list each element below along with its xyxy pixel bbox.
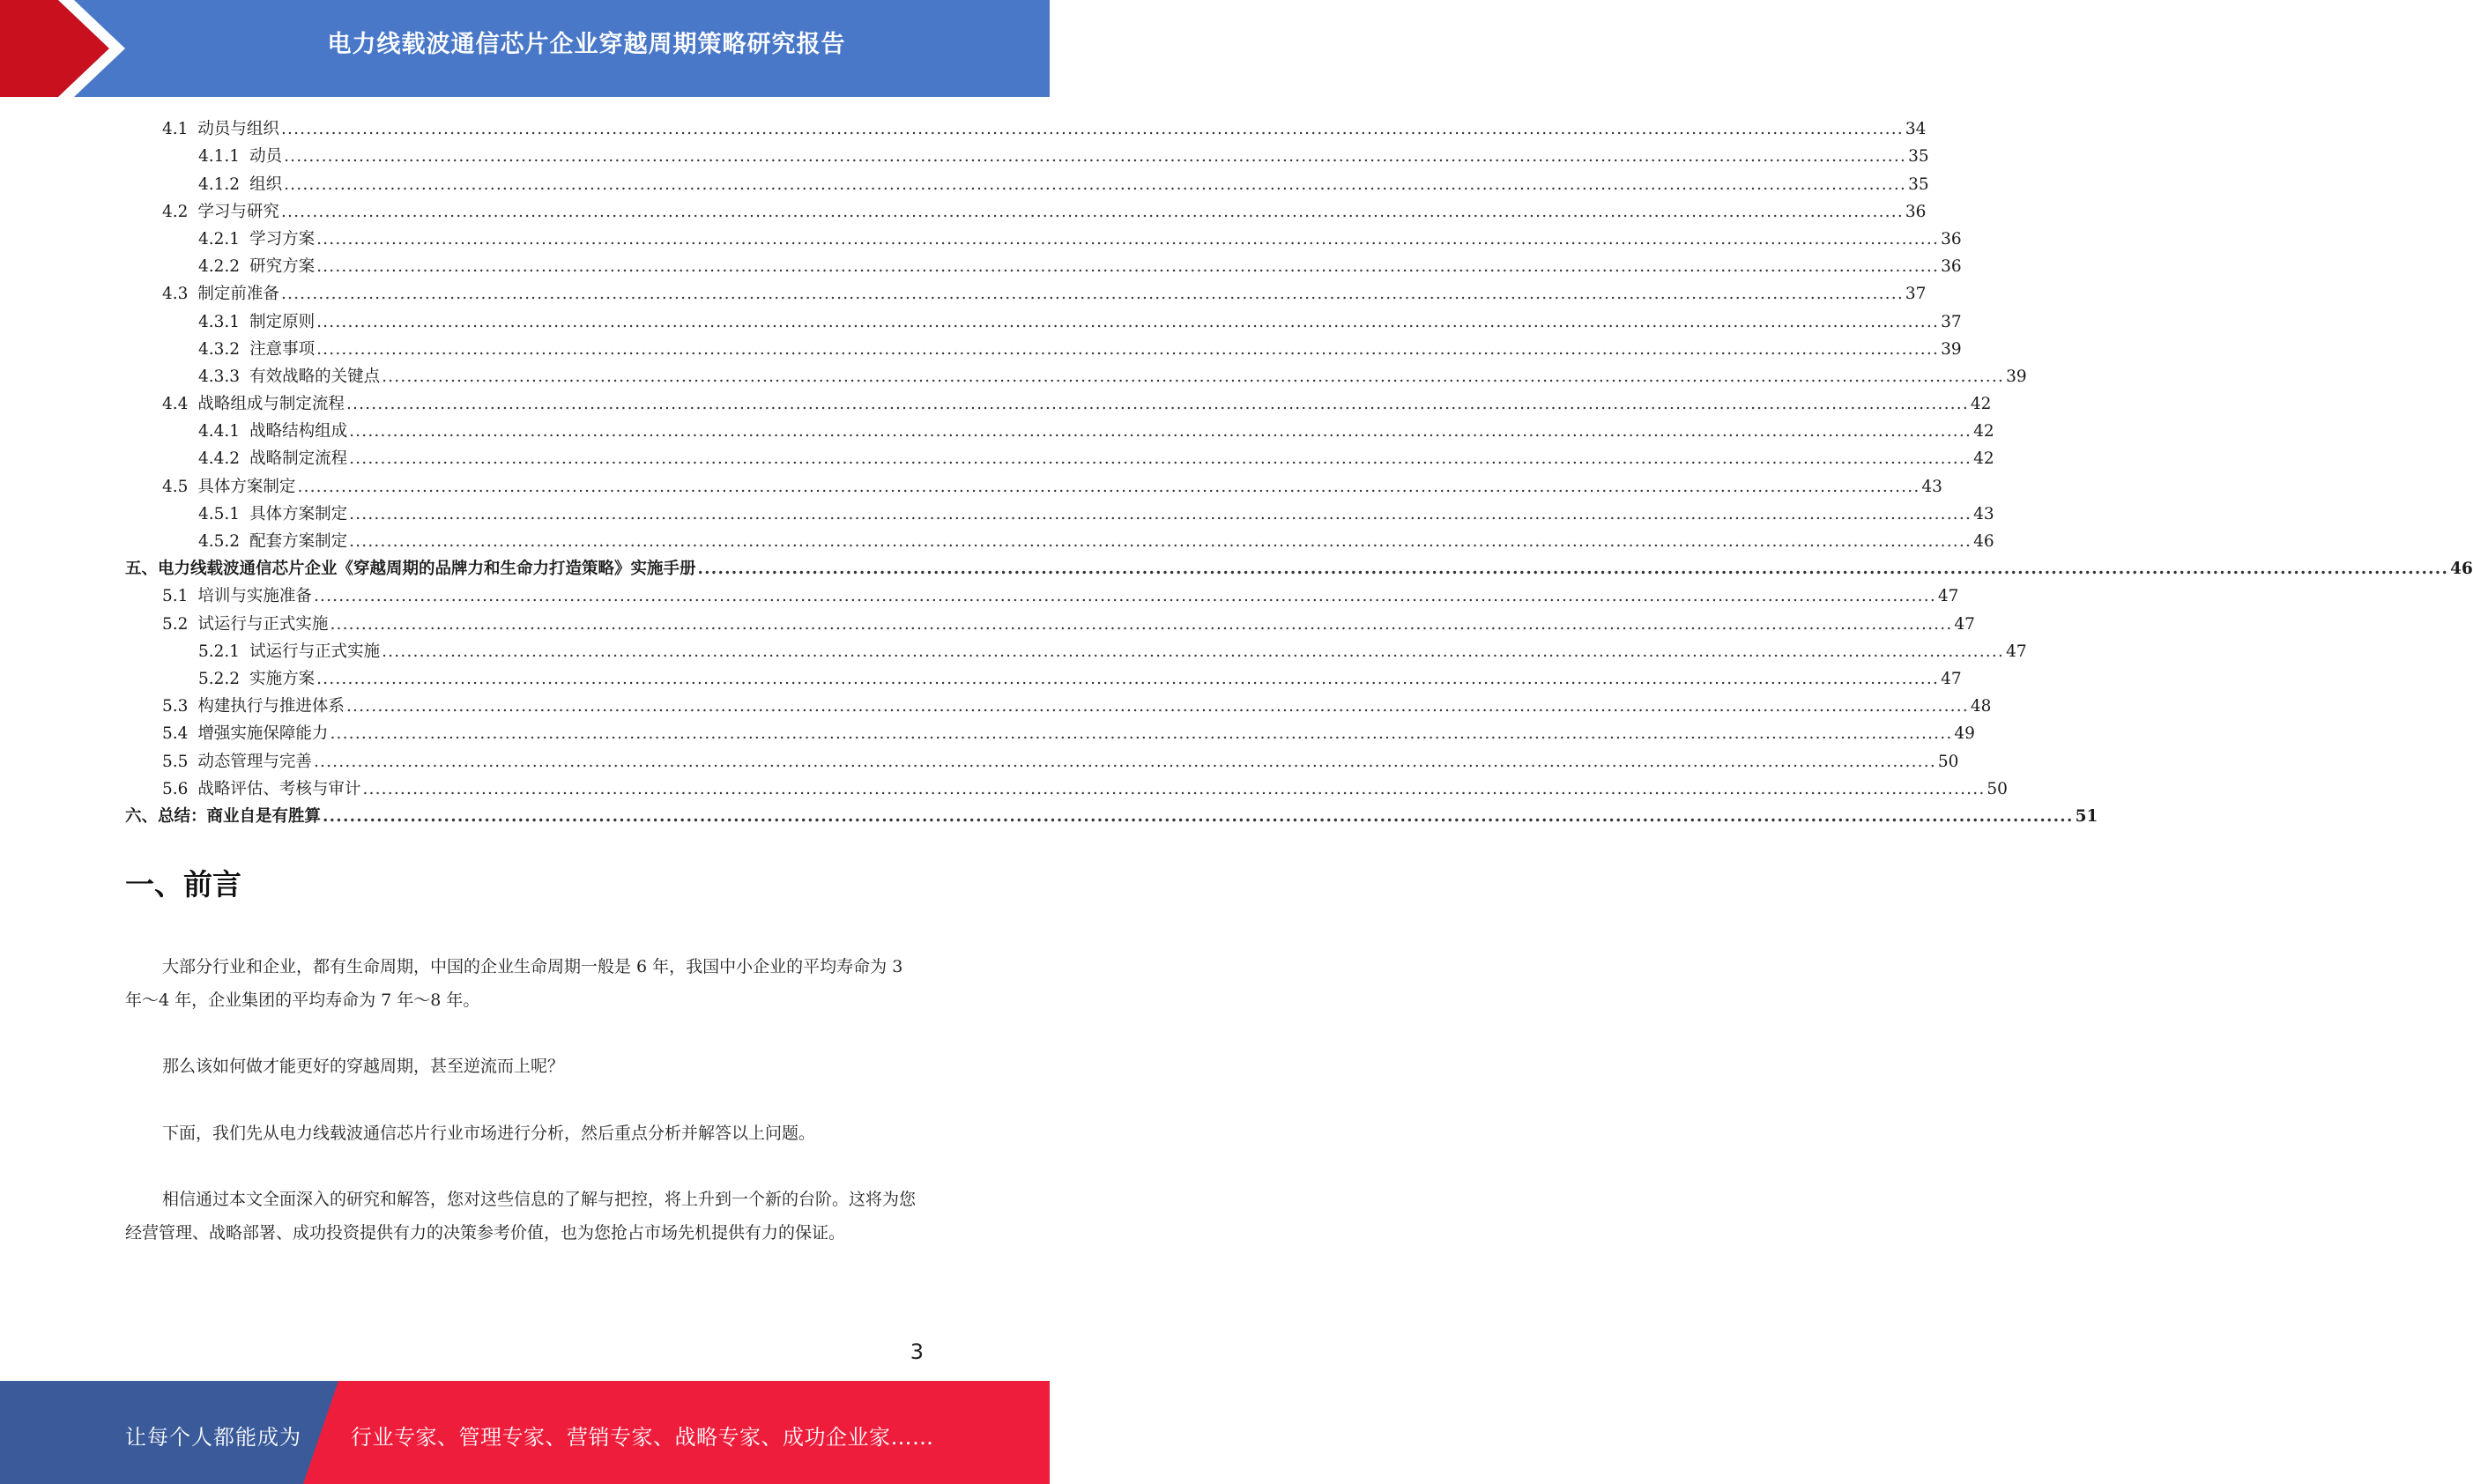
- toc-entry-page: 48: [1970, 697, 1992, 716]
- toc-entry[interactable]: [125, 250, 1962, 278]
- toc-entry-title: 五、电力线载波通信芯片企业《穿越周期的品牌力和生命力打造策略》实施手册: [125, 560, 696, 579]
- toc-entry-page: 37: [1905, 285, 1927, 304]
- toc-entry-page: 46: [2450, 560, 2473, 579]
- toc-entry-number: 4.5.2: [198, 532, 241, 551]
- toc-entry-title: 学习与研究: [197, 202, 279, 221]
- toc-leader-dots: ....................................................................................................................................................................................................................................................................: [362, 779, 1986, 798]
- toc-entry-title: 试运行与正式实施: [249, 642, 381, 661]
- toc-leader-dots: ....................................................................................................................................................................................................................................................................: [316, 312, 1940, 331]
- paragraph-question: 那么该如何做才能更好的穿越周期，甚至逆流而上呢？: [162, 1057, 565, 1076]
- paragraph-intro: 大部分行业和企业，都有生命周期，中国的企业生命周期一般是 6 年，我国中小企业的平均寿命为 3 年～4 年，企业集团的平均寿命为 7 年～8 年。: [125, 957, 903, 1010]
- toc-entry-page: 34: [1905, 120, 1927, 139]
- paragraph-value: 相信通过本文全面深入的研究和解答，您对这些信息的了解与把控，将上升到一个新的台阶。这将为您经营管理、战略部署、成功投资提供有力的决策参考价值，也为您抢占市场先机提供有力的保证。: [125, 1190, 917, 1243]
- toc-entry-title: 动员: [249, 147, 283, 167]
- toc-entry-title: 战略评估、考核与审计: [197, 779, 361, 798]
- toc-entry-number: 4.4: [162, 395, 189, 414]
- toc-entry-number: 5.1: [162, 587, 189, 606]
- toc-leader-dots: ....................................................................................................................................................................................................................................................................: [313, 752, 1936, 771]
- toc-leader-dots: ....................................................................................................................................................................................................................................................................: [297, 477, 1920, 496]
- toc-entry[interactable]: [125, 745, 1959, 772]
- toc-entry-page: 42: [1970, 395, 1992, 414]
- toc-entry-page: 47: [2006, 642, 2027, 661]
- toc-entry-number: 4.2: [162, 202, 189, 221]
- toc-entry-title: 试运行与正式实施: [197, 614, 329, 634]
- toc-entry[interactable]: [125, 800, 2098, 827]
- toc-entry-page: 50: [1987, 779, 2008, 798]
- toc-entry[interactable]: [125, 773, 2008, 800]
- toc-entry-number: 5.6: [162, 779, 189, 798]
- toc-entry-number: 4.2.2: [198, 257, 241, 277]
- toc-entry-number: 5.3: [162, 697, 189, 716]
- toc-entry-title: 配套方案制定: [249, 532, 348, 551]
- toc-entry-page: 43: [1921, 477, 1942, 496]
- toc-entry-page: 42: [1973, 422, 1994, 441]
- toc-entry-title: 战略组成与制定流程: [197, 395, 345, 414]
- toc-entry-number: 5.4: [162, 724, 189, 744]
- toc-entry-page: 36: [1905, 202, 1927, 221]
- toc-entry-number: 4.3.1: [198, 312, 241, 331]
- toc-entry-page: 36: [1941, 229, 1962, 249]
- toc-leader-dots: ....................................................................................................................................................................................................................................................................: [697, 560, 2449, 579]
- toc-entry-page: 43: [1973, 504, 1994, 523]
- toc-entry[interactable]: [125, 690, 1992, 717]
- toc-entry-title: 增强实施保障能力: [197, 724, 329, 744]
- toc-entry-page: 35: [1908, 174, 1929, 194]
- toc-entry-number: 4.3.2: [198, 339, 241, 359]
- toc-entry[interactable]: [125, 415, 1994, 442]
- toc-entry-number: 5.5: [162, 752, 189, 771]
- toc-leader-dots: ....................................................................................................................................................................................................................................................................: [316, 339, 1940, 359]
- toc-leader-dots: ....................................................................................................................................................................................................................................................................: [345, 395, 1969, 414]
- toc-entry[interactable]: [125, 305, 1962, 332]
- toc-entry[interactable]: [125, 498, 1994, 525]
- toc-entry[interactable]: [125, 470, 1942, 497]
- toc-leader-dots: ....................................................................................................................................................................................................................................................................: [316, 669, 1940, 688]
- toc-entry-page: 47: [1954, 614, 1975, 634]
- table-of-contents: [125, 113, 2473, 827]
- toc-entry[interactable]: [125, 442, 1994, 470]
- toc-entry[interactable]: [125, 167, 1929, 195]
- toc-entry-number: 4.1: [162, 120, 189, 139]
- toc-leader-dots: ....................................................................................................................................................................................................................................................................: [349, 532, 1972, 551]
- toc-entry[interactable]: [125, 113, 1927, 140]
- toc-leader-dots: ....................................................................................................................................................................................................................................................................: [323, 806, 2074, 826]
- toc-leader-dots: ....................................................................................................................................................................................................................................................................: [330, 724, 1953, 744]
- toc-entry-page: 35: [1908, 147, 1929, 167]
- toc-entry-title: 培训与实施准备: [197, 587, 312, 606]
- toc-entry[interactable]: [125, 607, 1975, 634]
- toc-leader-dots: ....................................................................................................................................................................................................................................................................: [316, 257, 1940, 277]
- toc-entry-title: 构建执行与推进体系: [197, 697, 345, 716]
- toc-entry-number: 4.1.2: [198, 174, 241, 194]
- footer-slogan-left: 让每个人都能成为: [125, 1425, 301, 1450]
- toc-entry-number: 5.2.2: [198, 669, 241, 688]
- toc-leader-dots: ....................................................................................................................................................................................................................................................................: [280, 202, 1904, 221]
- toc-entry-number: 4.2.1: [198, 229, 241, 249]
- toc-entry-number: 4.1.1: [198, 147, 241, 167]
- toc-leader-dots: ....................................................................................................................................................................................................................................................................: [284, 174, 1907, 194]
- page-footer: [0, 1381, 1050, 1484]
- page-number: 3: [910, 1339, 924, 1364]
- toc-entry-page: 46: [1973, 532, 1994, 551]
- toc-entry[interactable]: [125, 196, 1927, 223]
- toc-leader-dots: ....................................................................................................................................................................................................................................................................: [382, 367, 2005, 386]
- toc-entry[interactable]: [125, 333, 1962, 360]
- toc-entry-number: 4.5: [162, 477, 189, 496]
- toc-entry-title: 组织: [249, 174, 283, 194]
- toc-leader-dots: ....................................................................................................................................................................................................................................................................: [345, 697, 1969, 716]
- toc-leader-dots: ....................................................................................................................................................................................................................................................................: [330, 614, 1953, 634]
- toc-entry-title: 战略结构组成: [249, 422, 348, 441]
- toc-entry-number: 4.4.1: [198, 422, 241, 441]
- toc-entry[interactable]: [125, 360, 2027, 388]
- toc-entry[interactable]: [125, 717, 1975, 745]
- toc-entry-title: 学习方案: [249, 229, 316, 249]
- toc-entry-number: 4.4.2: [198, 449, 241, 469]
- toc-entry-page: 39: [2006, 367, 2027, 386]
- toc-entry[interactable]: [125, 223, 1962, 250]
- toc-leader-dots: ....................................................................................................................................................................................................................................................................: [284, 147, 1907, 167]
- toc-entry-title: 具体方案制定: [249, 504, 348, 523]
- toc-leader-dots: ....................................................................................................................................................................................................................................................................: [280, 285, 1904, 304]
- toc-leader-dots: ....................................................................................................................................................................................................................................................................: [313, 587, 1936, 606]
- toc-entry-number: 5.2: [162, 614, 189, 634]
- toc-entry-title: 动态管理与完善: [197, 752, 312, 771]
- header-title: 电力线载波通信芯片企业穿越周期策略研究报告: [327, 31, 846, 58]
- toc-entry-title: 制定前准备: [197, 285, 279, 304]
- toc-entry[interactable]: [125, 140, 1929, 167]
- paragraph-plan: 下面，我们先从电力线载波通信芯片行业市场进行分析，然后重点分析并解答以上问题。: [162, 1124, 816, 1143]
- toc-entry-title: 注意事项: [249, 339, 316, 359]
- toc-entry-page: 51: [2075, 806, 2098, 826]
- toc-entry-number: 5.2.1: [198, 642, 241, 661]
- toc-entry-title: 战略制定流程: [249, 449, 348, 469]
- toc-entry-page: 42: [1973, 449, 1994, 469]
- toc-leader-dots: ....................................................................................................................................................................................................................................................................: [349, 449, 1972, 469]
- toc-entry-page: 47: [1937, 587, 1959, 606]
- footer-slogan-right: 行业专家、管理专家、营销专家、战略专家、成功企业家……: [351, 1425, 934, 1450]
- toc-entry-page: 37: [1941, 312, 1962, 331]
- toc-entry-number: 4.3.3: [198, 367, 241, 386]
- toc-entry-page: 39: [1941, 339, 1962, 359]
- toc-entry-title: 研究方案: [249, 257, 316, 277]
- toc-entry-title: 动员与组织: [197, 120, 279, 139]
- toc-entry-number: 4.3: [162, 285, 189, 304]
- toc-entry-page: 36: [1941, 257, 1962, 277]
- section-heading: 一、前言: [125, 867, 241, 902]
- toc-entry-title: 具体方案制定: [197, 477, 296, 496]
- toc-entry-title: 有效战略的关键点: [249, 367, 381, 386]
- toc-entry[interactable]: [125, 663, 1962, 690]
- toc-leader-dots: ....................................................................................................................................................................................................................................................................: [382, 642, 2005, 661]
- toc-entry-title: 实施方案: [249, 669, 316, 688]
- page-header: [0, 0, 1050, 97]
- toc-leader-dots: ....................................................................................................................................................................................................................................................................: [349, 504, 1972, 523]
- toc-entry-page: 47: [1941, 669, 1962, 688]
- toc-entry-page: 50: [1937, 752, 1959, 771]
- toc-entry[interactable]: [125, 553, 2473, 580]
- toc-entry-page: 49: [1954, 724, 1975, 744]
- toc-entry[interactable]: [125, 388, 1992, 415]
- toc-entry[interactable]: [125, 278, 1927, 305]
- toc-entry[interactable]: [125, 580, 1959, 607]
- toc-leader-dots: ....................................................................................................................................................................................................................................................................: [349, 422, 1972, 441]
- toc-entry-title: 六、总结：商业自是有胜算: [125, 806, 322, 826]
- toc-leader-dots: ....................................................................................................................................................................................................................................................................: [280, 120, 1904, 139]
- toc-leader-dots: ....................................................................................................................................................................................................................................................................: [316, 229, 1940, 249]
- toc-entry-number: 4.5.1: [198, 504, 241, 523]
- toc-entry[interactable]: [125, 635, 2027, 663]
- toc-entry-title: 制定原则: [249, 312, 316, 331]
- toc-entry[interactable]: [125, 525, 1994, 553]
